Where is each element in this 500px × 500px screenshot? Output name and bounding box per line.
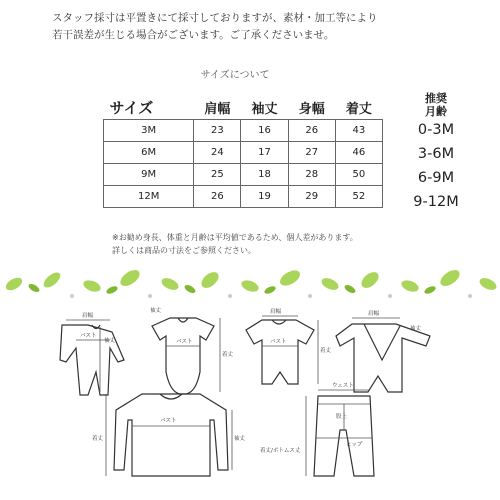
- intro-line-2: 若干誤差が生じる場合がございます。ご了承くださいませ。: [52, 29, 335, 41]
- age-header-line-2: 月齢: [425, 105, 447, 118]
- wrap-romper-sleeve-label: 袖丈: [410, 326, 422, 332]
- table-cell: 29: [288, 186, 335, 208]
- bodysuit-bust-label: バスト: [176, 339, 193, 345]
- age-value: 6-9M: [417, 170, 455, 186]
- pants-rise-label: 股上: [336, 414, 348, 420]
- age-value: 3-6M: [417, 146, 455, 162]
- pants-hip-label: ヒップ: [346, 442, 363, 448]
- bodysuit-diagram: [152, 318, 220, 394]
- table-cell: 26: [288, 120, 335, 142]
- table-row: [104, 164, 383, 186]
- recommended-age-column: [396, 92, 476, 214]
- sizing-note: [112, 231, 358, 257]
- pants-diagram: [306, 390, 374, 476]
- short-romper-bust-label: バスト: [270, 339, 287, 345]
- table-cell: 27: [288, 142, 335, 164]
- header-size: サイズ: [109, 98, 154, 117]
- long-top-diagram: [106, 394, 232, 476]
- romper-bust-label: バスト: [80, 333, 97, 339]
- table-row: [104, 120, 383, 142]
- bodysuit-length-label: 着丈: [222, 352, 234, 358]
- leaf-decoration: [0, 262, 500, 302]
- section-title: サイズについて: [200, 70, 270, 81]
- long-top-sleeve-label: 袖丈: [234, 436, 246, 442]
- age-value: 0-3M: [417, 122, 455, 138]
- header-shoulder: 肩幅: [204, 101, 231, 117]
- wrap-romper-shoulder-label: 肩幅: [368, 311, 380, 317]
- measurement-diagrams: [0, 300, 500, 500]
- table-cell: 19: [241, 186, 288, 208]
- table-cell: 3M: [104, 120, 194, 142]
- intro-text: [52, 10, 492, 44]
- table-cell: 24: [194, 142, 241, 164]
- age-value: 9-12M: [413, 194, 459, 210]
- table-cell: 28: [288, 164, 335, 186]
- long-top-bust-label: バスト: [160, 418, 177, 424]
- table-cell: 9M: [104, 164, 194, 186]
- size-table-header-row: [104, 95, 383, 120]
- header-length: 着丈: [345, 101, 372, 117]
- header-width: 身幅: [298, 101, 325, 117]
- age-header-line-1: 推奨: [425, 92, 447, 105]
- table-cell: 50: [335, 164, 382, 186]
- pants-length-label: 着丈/ボトムス丈: [260, 448, 301, 454]
- table-cell: 18: [241, 164, 288, 186]
- table-cell: 16: [241, 120, 288, 142]
- short-romper-diagram: [246, 316, 318, 384]
- table-cell: 17: [241, 142, 288, 164]
- table-row: [104, 142, 383, 164]
- table-cell: 46: [335, 142, 382, 164]
- short-romper-length-label: 着丈: [320, 348, 332, 354]
- long-top-length-label: 着丈: [92, 436, 104, 442]
- note-line-1: ※お勧め身長、体重と月齢は平均値であるため、個人差があります。: [112, 233, 358, 242]
- header-sleeve: 袖丈: [251, 101, 278, 117]
- table-cell: 12M: [104, 186, 194, 208]
- bodysuit-sleeve-label: 袖丈: [150, 308, 162, 314]
- romper-sleeve-label: 袖丈: [104, 338, 116, 344]
- table-row: [104, 186, 383, 208]
- size-table: [103, 95, 383, 208]
- table-cell: 23: [194, 120, 241, 142]
- short-romper-shoulder-label: 肩幅: [270, 309, 282, 315]
- note-line-2: 詳しくは商品の寸法をご参照ください。: [112, 246, 256, 255]
- table-cell: 6M: [104, 142, 194, 164]
- table-cell: 26: [194, 186, 241, 208]
- romper-diagram: [60, 320, 124, 395]
- pants-waist-label: ウェスト: [332, 383, 354, 389]
- intro-line-1: スタッフ採寸は平置きにて採寸しておりますが、素材・加工等により: [52, 12, 378, 24]
- table-cell: 43: [335, 120, 382, 142]
- table-cell: 52: [335, 186, 382, 208]
- table-cell: 25: [194, 164, 241, 186]
- romper-shoulder-label: 肩幅: [82, 313, 94, 319]
